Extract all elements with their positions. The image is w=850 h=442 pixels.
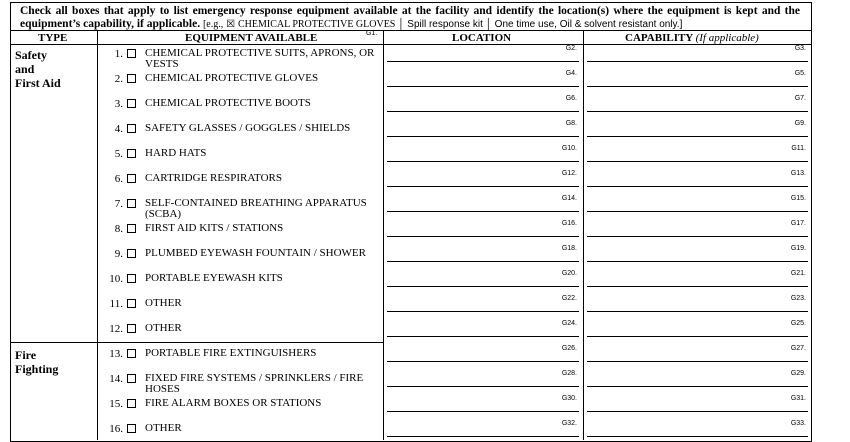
location-field[interactable] [387,346,579,362]
row-number: 7. [114,198,123,210]
equipment-label: FIRST AID KITS / STATIONS [145,222,284,234]
location-field-id: G20. [561,270,577,277]
equipment-checkbox[interactable] [127,174,136,183]
equipment-checkbox[interactable] [127,199,136,208]
type-column-divider [97,30,98,440]
equipment-field-id: G1. [366,30,378,37]
location-field-id: G12. [561,170,577,177]
location-field[interactable] [387,421,579,437]
location-field-id: G30. [561,395,577,402]
location-field[interactable] [387,321,579,337]
capability-field[interactable] [587,421,808,437]
row-number: 5. [114,148,123,160]
location-field[interactable] [387,71,579,87]
equipment-label: OTHER [145,322,182,334]
equipment-label: OTHER [145,422,182,434]
location-header: LOCATION [452,32,512,44]
capability-field[interactable] [587,371,808,387]
location-field-id: G2. [565,45,577,52]
capability-field[interactable] [587,121,808,137]
location-field[interactable] [387,271,579,287]
row-number: 8. [114,223,123,235]
location-field[interactable] [387,196,579,212]
equipment-checkbox[interactable] [127,249,136,258]
location-field[interactable] [387,221,579,237]
equipment-checkbox[interactable] [127,99,136,108]
capability-field-id: G13. [790,170,806,177]
equipment-checkbox[interactable] [127,424,136,433]
example-checkbox-icon: ☒ [226,19,236,30]
location-field-id: G8. [565,120,577,127]
row-number: 6. [114,173,123,185]
equipment-label: FIXED FIRE SYSTEMS / SPRINKLERS / FIRE HOSES [145,372,364,395]
example-prefix: [e.g., [202,19,224,30]
instructions [20,5,800,31]
location-field-id: G26. [561,345,577,352]
equipment-checkbox[interactable] [127,299,136,308]
location-field-id: G4. [565,70,577,77]
row-number: 14. [109,373,123,385]
equipment-label: HARD HATS [145,147,207,159]
capability-field-id: G3. [794,45,806,52]
capability-header-label: CAPABILITY [625,32,693,44]
row-number: 16. [109,423,123,435]
equipment-label: PORTABLE FIRE EXTINGUISHERS [145,347,317,359]
capability-field-id: G11. [791,145,806,152]
capability-field[interactable] [587,296,808,312]
capability-field-id: G9. [794,120,806,127]
location-column-divider [583,30,584,440]
equipment-label: PLUMBED EYEWASH FOUNTAIN / SHOWER [145,247,366,259]
location-field[interactable] [387,246,579,262]
location-field-id: G22. [561,295,577,302]
capability-field[interactable] [587,346,808,362]
capability-field[interactable] [587,146,808,162]
capability-field[interactable] [587,46,808,62]
row-number: 4. [114,123,123,135]
instructions-text: Check all boxes that apply to list emergency response equipment available at the facility and identify the location(s) where the equipment is kept and the equipment’s capability, if applicable. [20,5,800,30]
equipment-label: CHEMICAL PROTECTIVE SUITS, APRONS, OR VESTS [145,47,375,70]
capability-field[interactable] [587,171,808,187]
capability-field[interactable] [587,96,808,112]
example-rest: │ Spill response kit │ One time use, Oil & solvent resistant only.] [398,19,683,30]
example-item: CHEMICAL PROTECTIVE GLOVES [237,19,396,30]
equipment-checkbox[interactable] [127,274,136,283]
location-field-id: G10. [561,145,577,152]
row-number: 3. [114,98,123,110]
capability-field[interactable] [587,321,808,337]
equipment-label: CHEMICAL PROTECTIVE BOOTS [145,97,311,109]
location-field[interactable] [387,121,579,137]
capability-field[interactable] [587,246,808,262]
row-number: 12. [109,323,123,335]
type-header: TYPE [38,32,68,44]
location-field[interactable] [387,396,579,412]
type-fire-fighting: Fire Fighting [15,348,59,376]
capability-field[interactable] [587,196,808,212]
location-field-id: G6. [565,95,577,102]
row-number: 15. [109,398,123,410]
capability-field-id: G7. [794,95,806,102]
capability-field-id: G31. [790,395,806,402]
capability-field-id: G23. [790,295,806,302]
location-field-id: G28. [561,370,577,377]
location-field[interactable] [387,296,579,312]
location-field-id: G24. [561,320,577,327]
capability-field-id: G21. [790,270,806,277]
location-field[interactable] [387,371,579,387]
equipment-checkbox[interactable] [127,149,136,158]
location-field-id: G16. [561,220,577,227]
location-field-id: G14. [561,195,577,202]
capability-field-id: G19. [790,245,806,252]
equipment-checkbox[interactable] [127,324,136,333]
capability-field-id: G29. [790,370,806,377]
equipment-header: EQUIPMENT AVAILABLE [185,32,318,44]
section-divider [10,342,383,343]
capability-field[interactable] [587,71,808,87]
equipment-checkbox[interactable] [127,374,136,383]
capability-field-id: G5. [794,70,806,77]
location-field[interactable] [387,96,579,112]
capability-field-id: G15. [790,195,806,202]
capability-field[interactable] [587,221,808,237]
equipment-checkbox[interactable] [127,74,136,83]
equipment-label: PORTABLE EYEWASH KITS [145,272,283,284]
row-number: 9. [114,248,123,260]
equipment-label: SAFETY GLASSES / GOGGLES / SHIELDS [145,122,351,134]
type-safety-first-aid: Safety and First Aid [15,48,61,90]
equipment-checkbox[interactable] [127,124,136,133]
row-number: 10. [109,273,123,285]
header-top-rule [10,30,812,31]
equipment-label: CARTRIDGE RESPIRATORS [145,172,282,184]
equipment-checkbox[interactable] [127,399,136,408]
equipment-label: FIRE ALARM BOXES OR STATIONS [145,397,322,409]
row-number: 11. [109,298,123,310]
row-number: 1. [114,48,123,60]
row-number: 13. [109,348,123,360]
capability-field-id: G25. [790,320,806,327]
row-number: 2. [114,73,123,85]
equipment-checkbox[interactable] [127,49,136,58]
header-bottom-rule [10,44,812,45]
capability-field-id: G17. [790,220,806,227]
capability-field-id: G33. [790,420,806,427]
capability-field[interactable] [587,271,808,287]
location-field-id: G18. [561,245,577,252]
equipment-checkbox[interactable] [127,349,136,358]
equipment-label: OTHER [145,297,182,309]
location-field[interactable] [387,46,579,62]
capability-header-note: (If applicable) [695,32,759,44]
location-field-id: G32. [561,420,577,427]
equipment-label: SELF-CONTAINED BREATHING APPARATUS (SCBA) [145,197,367,220]
capability-field-id: G27. [790,345,806,352]
capability-header [625,32,759,44]
capability-field[interactable] [587,396,808,412]
equipment-checkbox[interactable] [127,224,136,233]
location-field[interactable] [387,171,579,187]
location-field[interactable] [387,146,579,162]
equipment-label: CHEMICAL PROTECTIVE GLOVES [145,72,319,84]
